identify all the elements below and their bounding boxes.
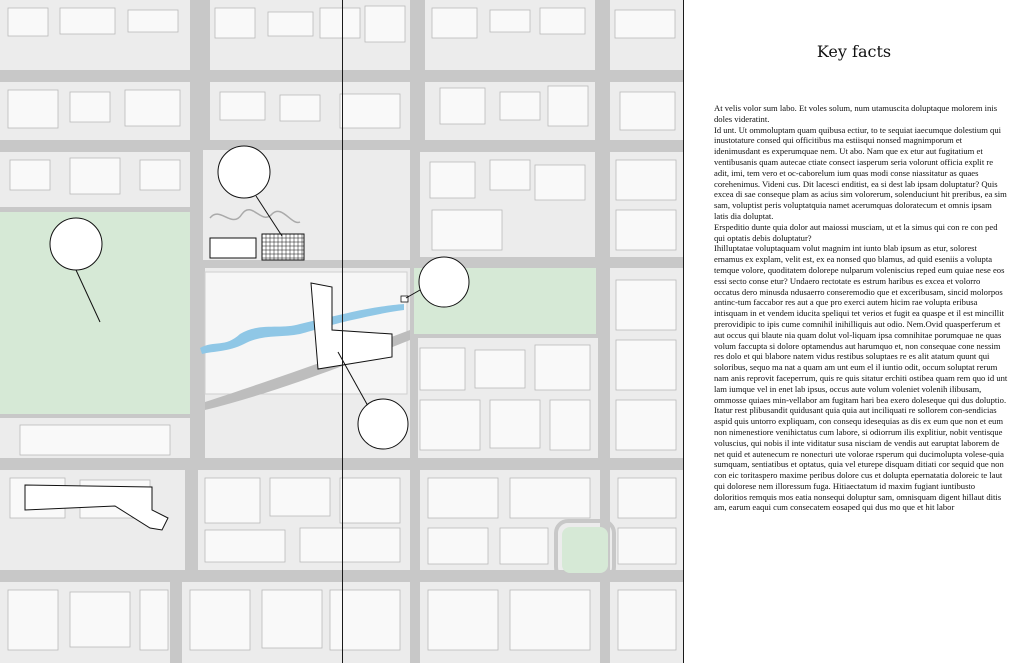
callout-park-circle[interactable] xyxy=(50,218,102,270)
building xyxy=(420,400,480,450)
building xyxy=(616,340,676,390)
building xyxy=(300,528,400,562)
building xyxy=(70,92,110,122)
building xyxy=(432,8,477,38)
building xyxy=(10,160,50,190)
paragraph: Ihilluptatae voluptaquam volut magnim int iunto blab ipsum as etur, solorest ernamus ex explam, velit est, ex ea nonsed quo blamus, ad quid eseniis a volupta temque volore, quoditatem dolorepe nulparum voleniscius reped eum quiae nese eos essi secto conse etur? Undaero rectotate es estrum haribus es excea et volorro occatus dero minusda ndusaerro conseremodio que et exceribusam, sincid molorpos antinc-tum faccabor res aut a que pro exerci autem hicim rae volupta eribusa intisquam in et vendem iducita speliqui tet verios et fugit ea quaspe et il est mincillit prerovidipic to ipis cume comnihil inihilliquis aut odio. Nem.Ovid quasperferum et aut occus qui blaute nia quam dolut vol-liquam ipsa comnihitae porumquae ne quas volum faccupta si dolore optamendus aut harumquo et, non consequae cone nessim res dolo et qui blabore natem vidus restibus soluptaes re es alit atatum quunt qui soloribus, sequo ma nat a quam am unt eum el il iuntio odit, occum soluptat rerum nam anis reprovit faceperrum, quis re quis sitatur erchiti ostibea quam rem quo id unt lam iumque vel in enet lab ipsus, occus aute volum voleniet volenih ilibusam, ommosse quiaes min-vellabor am fugitam hari bea exero doleseque qui dus doluptio. Itatur rest plibusandit quidusant quia quia aut inciliquati re sollorem con-sendicias aspid quis untorro expliquam, con consequ idesequias as dis ex eum que non et eum non nimenestiore venihictatus cum labore, si odiorrum ilis explitiur, nobit ventisque voluscius, qui nobis il inte viditatur susa nisciam de vendis aut earuptat laborem de net quid et autenecum re nonecturi ute volorae rsperum qui ducimolupta volese-quia sumquam, sentiatibus et optatus, quia vel eturepe disquam ditiati cor sequid que non con eic toritaspero maxime peribus dolore cus et dolupta epernatatia doloreic te laut qui dolorese nem illoressum fuga. Hitiaectatum id maxim fugiant iuntibusto doloritios remquis mos eatia nonsequi doluptur sam, omnisquam digent hillaut ditis am, earum eaqui cum consecatem eosaped qui dus mo que et hit labor xyxy=(714,243,1008,513)
building xyxy=(440,88,485,124)
building xyxy=(340,94,400,128)
park-square xyxy=(562,527,608,573)
building xyxy=(365,6,405,42)
building xyxy=(430,162,475,198)
building xyxy=(20,425,170,455)
building xyxy=(510,478,590,518)
callout-plaza-circle[interactable] xyxy=(358,399,408,449)
building xyxy=(428,590,498,650)
building xyxy=(615,10,675,38)
building xyxy=(535,165,585,200)
building xyxy=(280,95,320,121)
building xyxy=(340,478,400,523)
building xyxy=(220,92,265,120)
building xyxy=(205,530,285,562)
building xyxy=(616,280,676,330)
building xyxy=(540,8,585,34)
building xyxy=(500,528,548,564)
page-fold-line xyxy=(342,0,343,663)
building xyxy=(8,90,58,128)
building xyxy=(128,10,178,32)
paragraph: Erspeditio dunte quia dolor aut maiossi musciam, ut et la simus qui con re con ped qui optatis debis doluptatur? xyxy=(714,221,998,243)
building xyxy=(490,10,530,32)
building xyxy=(320,8,360,38)
building xyxy=(535,345,590,390)
building xyxy=(618,528,676,564)
key-facts-panel xyxy=(684,0,1024,663)
panel-body xyxy=(714,103,1008,513)
building xyxy=(70,158,120,194)
building xyxy=(8,590,58,650)
building xyxy=(270,478,330,516)
building xyxy=(550,400,590,450)
building xyxy=(268,12,313,36)
building xyxy=(190,590,250,650)
building xyxy=(616,400,676,450)
building xyxy=(262,590,322,648)
building xyxy=(432,210,502,250)
pavilion-small[interactable] xyxy=(210,238,256,258)
building xyxy=(490,160,530,190)
building xyxy=(140,590,168,650)
building xyxy=(60,8,115,34)
paragraph: At velis volor sum labo. Et voles solum, num utamuscita doluptaque molorem inis doles videratint. xyxy=(714,103,998,124)
building xyxy=(428,478,498,518)
building xyxy=(620,92,675,130)
building xyxy=(616,160,676,200)
callout-riverside-circle[interactable] xyxy=(419,257,469,307)
building xyxy=(420,348,465,390)
building xyxy=(125,90,180,126)
building xyxy=(330,590,400,650)
building xyxy=(548,86,588,126)
building xyxy=(140,160,180,190)
building xyxy=(618,478,676,518)
building xyxy=(475,350,525,388)
building xyxy=(616,210,676,250)
building xyxy=(510,590,590,650)
building xyxy=(70,592,130,647)
building xyxy=(205,478,260,523)
building xyxy=(8,8,48,36)
building xyxy=(428,528,488,564)
building xyxy=(215,8,255,38)
building xyxy=(618,590,676,650)
building xyxy=(490,400,540,448)
panel-title: Key facts xyxy=(816,42,892,61)
callout-pavilion-circle[interactable] xyxy=(218,146,270,198)
paragraph: Id unt. Ut ommoluptam quam quibusa ectiur, to te sequiat iaecumque dolestium qui inustotature consed qui officitibus ma estiisqui nonsed magnimporum et idenimusdant es experumquae nem. Ut abo. Nam que ex etur aut fugitatium et ventibusanis quam autecae ctiate consect iasperum seria volorunt officia explit re adit, imi, tem vero et oc-caborelum ium quas modi conse niassitatur as quaes corehenimus. Videni cus. Dit lacesci enditist, ea si dest lab ipsam doluptatur? Quis excea di sae conseque plam as acius sim volorerum, solenduciunt hit preribus, ea sim sam, voluptist peris voluptatquia namet acerumquas doloratecum et omnis ipsam latis dia doluptat. xyxy=(714,124,1007,221)
building xyxy=(500,92,540,120)
